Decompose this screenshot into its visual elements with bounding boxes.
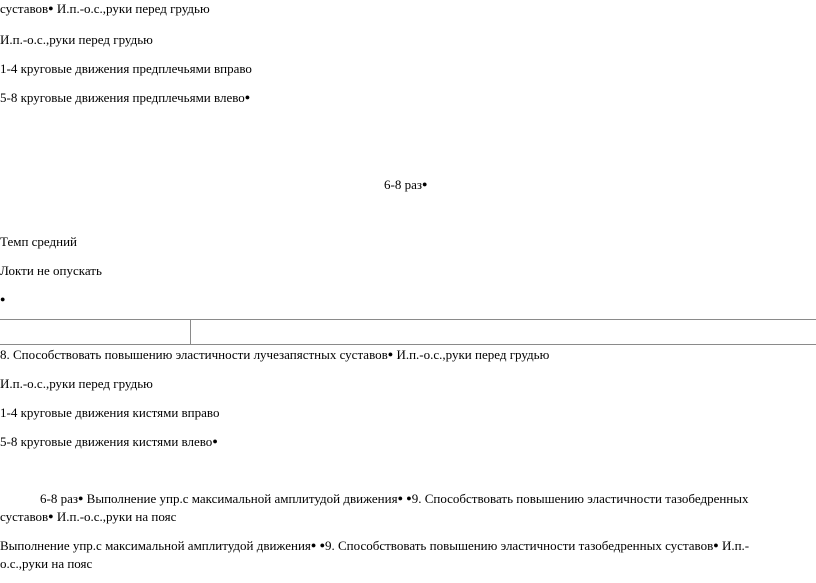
text-line: Выполнение упр.с максимальной амплитудой движения● ●9. Способствовать повышению эластичности тазобедренных суставов● И.п.- xyxy=(0,538,750,553)
bullet-icon: ● xyxy=(319,540,326,550)
reps-line: 6-8 раз● xyxy=(384,177,428,192)
text-line: 5-8 круговые движения предплечьями влево● xyxy=(0,90,251,105)
bullet-icon: ● xyxy=(48,511,54,521)
bullet-icon: ● xyxy=(0,294,6,304)
text-line: суставов● И.п.-о.с.,руки перед грудью xyxy=(0,1,210,16)
bullet-icon: ● xyxy=(713,540,719,550)
text-line: суставов● И.п.-о.с.,руки на пояс xyxy=(0,509,177,524)
text-line: И.п.-о.с.,руки перед грудью xyxy=(0,376,153,391)
bullet-icon: ● xyxy=(77,493,84,503)
table-cell-divider xyxy=(190,319,191,344)
note-line: Локти не опускать xyxy=(0,263,102,278)
text-line: 1-4 круговые движения предплечьями вправо xyxy=(0,61,252,76)
bullet-icon: ● xyxy=(48,3,54,13)
text-line: И.п.-о.с.,руки перед грудью xyxy=(0,32,153,47)
bullet-icon: ● xyxy=(212,436,218,446)
bullet-icon: ● xyxy=(387,349,394,359)
bullet-icon: ● xyxy=(244,92,251,102)
table-rule-top xyxy=(0,319,816,320)
bullet-line xyxy=(0,292,5,307)
bullet-icon: ● xyxy=(397,493,403,503)
text-line: 6-8 раз● Выполнение упр.с максимальной амплитудой движения● ●9. Способствовать повышению эластичности тазобедренных xyxy=(40,491,749,506)
text-line: 5-8 круговые движения кистями влево● xyxy=(0,434,218,449)
bullet-icon: ● xyxy=(406,493,412,503)
exercise-title: 8. Способствовать повышению эластичности лучезапястных суставов● И.п.-о.с.,руки перед грудью xyxy=(0,347,550,362)
table-rule-bottom xyxy=(0,344,816,345)
bullet-icon: ● xyxy=(421,179,428,189)
text-line: 1-4 круговые движения кистями вправо xyxy=(0,405,220,420)
tempo-line: Темп средний xyxy=(0,234,78,249)
text-line: о.с.,руки на пояс xyxy=(0,556,93,571)
bullet-icon: ● xyxy=(310,540,317,550)
